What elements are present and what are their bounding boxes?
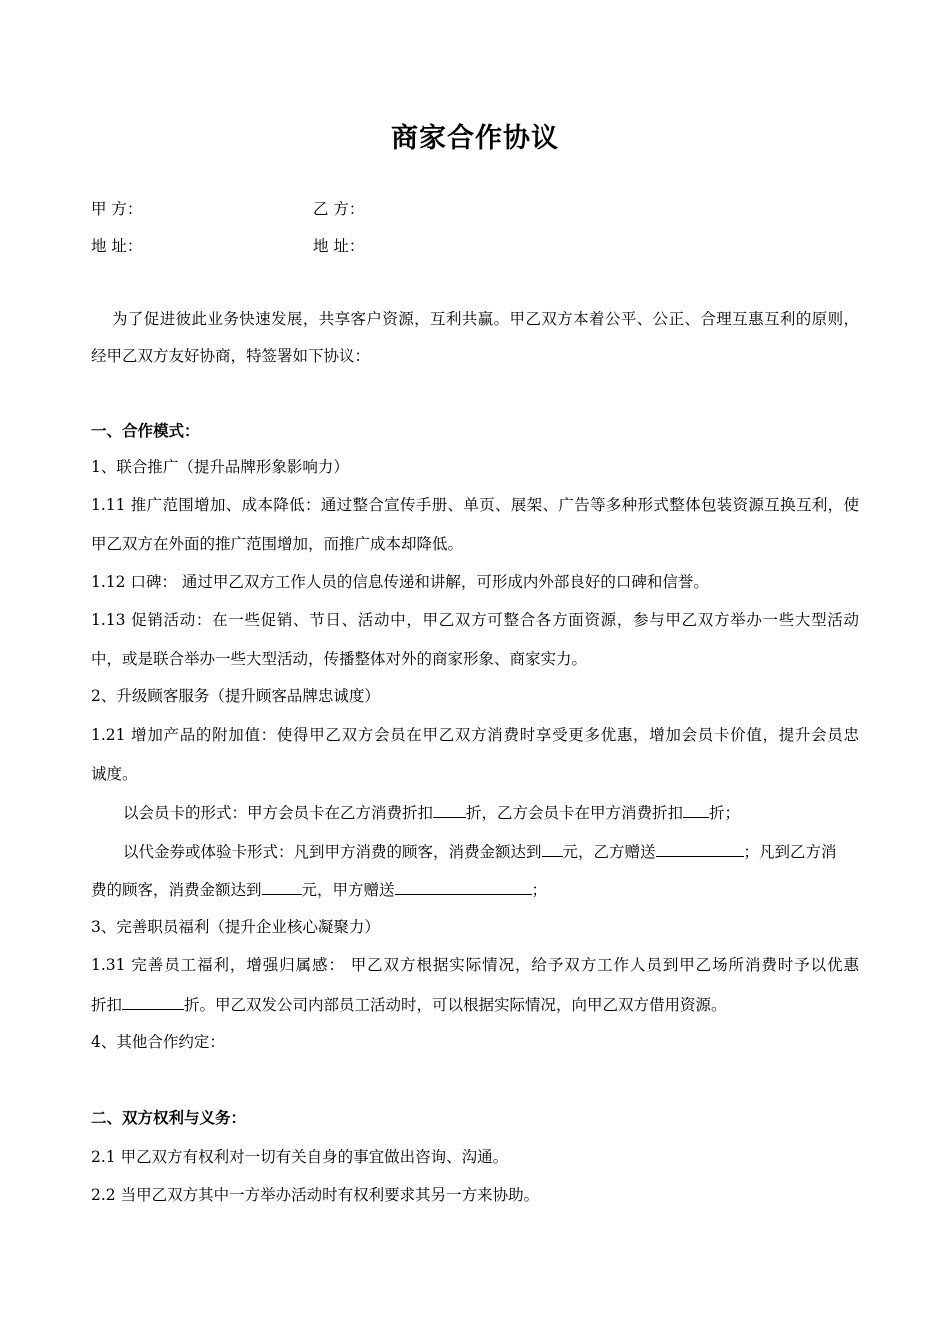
item-3-heading: 3、完善职员福利（提升企业核心凝聚力） [91,918,380,936]
document-title: 商家合作协议 [391,123,559,154]
clause-1-12: 1.12 口碑： 通过甲乙双方工作人员的信息传递和讲解，可形成内外部良好的口碑和信誉。 [91,573,709,591]
member-card-discount-line [123,802,740,823]
member-card-text-3: 折； [709,804,741,822]
staff-discount-blank[interactable] [122,994,184,1010]
voucher-text-6: ； [531,881,548,899]
voucher-text-4: 费的顾客，消费金额达到 [91,881,262,899]
clause-1-31-text-2: 折。甲乙双发公司内部员工活动时，可以根据实际情况，向甲乙双方借用资源。 [184,996,727,1014]
address-a-label: 地 址： [91,237,143,255]
clause-1-11-line-2: 甲乙双方在外面的推广范围增加，而推广成本却降低。 [91,535,464,553]
party-b-label: 乙 方： [313,200,365,218]
item-2-heading: 2、升级顾客服务（提升顾客品牌忠诚度） [91,687,380,705]
voucher-text-2: 元，乙方赠送 [562,843,656,861]
clause-1-11-line-1: 1.11 推广范围增加、成本降低：通过整合宣传手册、单页、展架、广告等多种形式整体包装资源互换互利，使 [91,496,859,514]
clause-1-21-line-1: 1.21 增加产品的附加值：使得甲乙双方会员在甲乙双方消费时享受更多优惠，增加会员卡价值，提升会员忠 [91,726,859,744]
address-b-label: 地 址： [313,237,365,255]
section-1-heading: 一、合作模式： [91,421,200,440]
item-1-heading: 1、联合推广（提升品牌形象影响力） [91,458,349,476]
gift-blank-b[interactable] [656,841,744,857]
voucher-text-1: 以代金券或体验卡形式：凡到甲方消费的顾客，消费金额达到 [123,843,542,861]
intro-paragraph-line-2: 经甲乙双方友好协商，特签署如下协议： [91,347,371,365]
discount-blank-a[interactable] [433,802,466,818]
item-4-heading: 4、其他合作约定： [91,1033,225,1051]
member-card-text-1: 以会员卡的形式：甲方会员卡在乙方消费折扣 [123,804,434,822]
clause-1-13-line-2: 中，或是联合举办一些大型活动，传播整体对外的商家形象、商家实力。 [91,650,588,668]
amount-blank-b[interactable] [262,879,302,895]
clause-1-13-line-1: 1.13 促销活动：在一些促销、节日、活动中，甲乙双方可整合各方面资源，参与甲乙双方举办一些大型活动 [91,611,859,629]
voucher-line-1 [123,841,837,862]
clause-2-1: 2.1 甲乙双方有权利对一切有关自身的事宜做出咨询、沟通。 [91,1148,509,1166]
discount-blank-b[interactable] [683,802,709,818]
amount-blank-a[interactable] [542,841,563,857]
intro-paragraph-line-1: 为了促进彼此业务快速发展，共享客户资源，互利共赢。甲乙双方本着公平、公正、合理互惠互利的原则， [112,310,859,328]
clause-1-31-text-1: 折扣 [91,996,123,1014]
member-card-text-2: 折，乙方会员卡在甲方消费折扣 [466,804,684,822]
voucher-line-2 [91,879,547,900]
voucher-text-5: 元，甲方赠送 [301,881,395,899]
clause-1-31-line-1: 1.31 完善员工福利，增强归属感： 甲乙双方根据实际情况，给予双方工作人员到甲乙场所消费时予以优惠 [91,956,859,974]
gift-blank-a[interactable] [395,879,532,895]
clause-1-31-line-2 [91,994,727,1015]
clause-2-2: 2.2 当甲乙双方其中一方举办活动时有权利要求其另一方来协助。 [91,1186,540,1204]
clause-1-21-line-2: 诚度。 [91,765,138,783]
voucher-text-3: ；凡到乙方消 [743,843,837,861]
section-2-heading: 二、双方权利与义务： [91,1108,247,1127]
party-a-label: 甲 方： [91,200,143,218]
